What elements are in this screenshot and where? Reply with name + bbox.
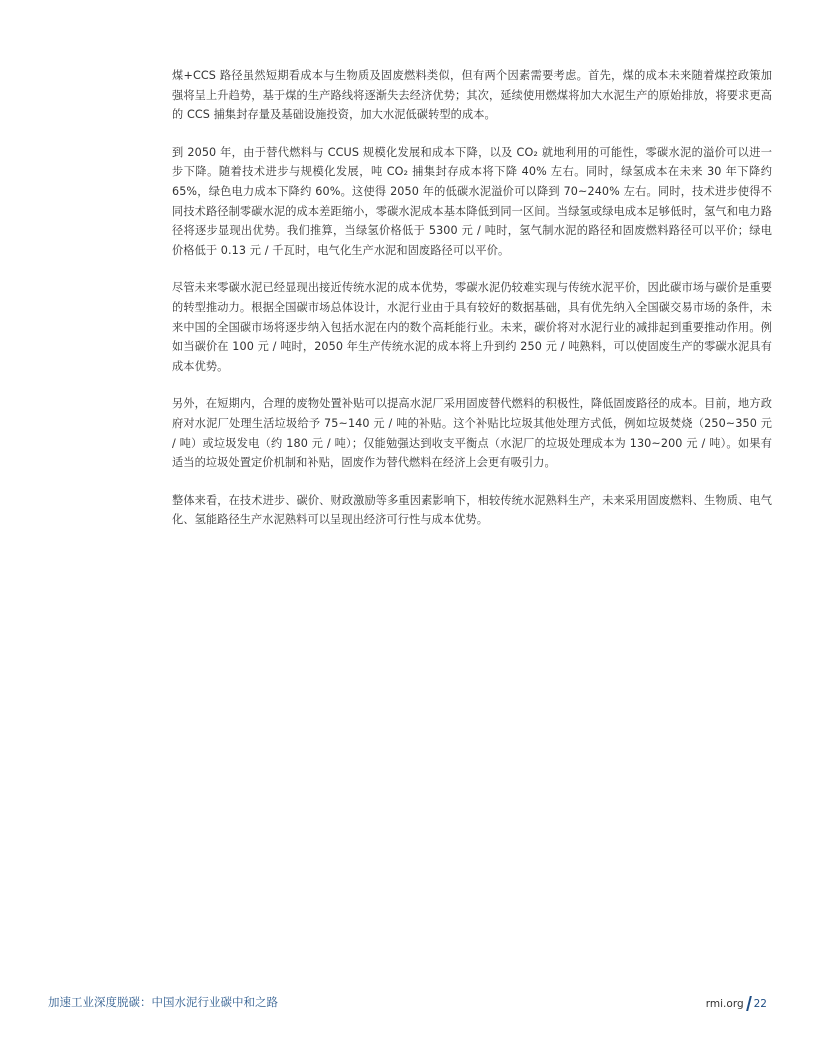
paragraph-coal-ccs: 煤+CCS 路径虽然短期看成本与生物质及固废燃料类似，但有两个因素需要考虑。首先，煤的成本未来随着煤控政策加强将呈上升趋势，基于煤的生产路线将逐渐失去经济优势；其次，延续使用燃煤将加大水泥生产的原始排放，将要求更高的 CCS 捕集封存量及基础设施投资，加大水泥低碳转型的成本。: [172, 69, 772, 122]
slash-divider: [746, 996, 752, 1011]
footer-site[interactable]: rmi.org: [705, 997, 744, 1010]
paragraph-waste-subsidy: 另外，在短期内，合理的废物处置补贴可以提高水泥厂采用固废替代燃料的积极性，降低固废路径的成本。目前，地方政府对水泥厂处理生活垃圾给予 75~140 元 / 吨的补贴。这个补贴比垃圾其他处理方式低，例如垃圾焚烧（250~350 元 / 吨）或垃圾发电（约 180 元 / 吨）；仅能勉强达到收支平衡点（水泥厂的垃圾处理成本为 130~200 元 / 吨）。如果有适当的垃圾处置定价机制和补贴，固废作为替代燃料在经济上会更有吸引力。: [172, 397, 772, 470]
paragraph-summary: 整体来看，在技术进步、碳价、财政激励等多重因素影响下，相较传统水泥熟料生产，未来采用固废燃料、生物质、电气化、氢能路径生产水泥熟料可以呈现出经济可行性与成本优势。: [172, 493, 772, 527]
footer-page-info: [706, 996, 767, 1011]
main-content: [172, 66, 772, 548]
footer-report-title: 加速工业深度脱碳：中国水泥行业碳中和之路: [48, 995, 278, 1009]
paragraph-2050-outlook: 到 2050 年，由于替代燃料与 CCUS 规模化发展和成本下降，以及 CO₂ 就地利用的可能性，零碳水泥的溢价可以进一步下降。随着技术进步与规模化发展，吨 CO₂ 捕集封存成本将下降 40% 左右。同时，绿氢成本在未来 30 年下降约 65%，绿色电力成本下降约 60%。这使得 2050 年的低碳水泥溢价可以降到 70~240% 左右。同时，技术进步使得不同技术路径制零碳水泥的成本差距缩小，零碳水泥成本基本降低到同一区间。当绿氢或绿电成本足够低时，氢气和电力路径将逐步显现出优势。我们推算，当绿氢价格低于 5300 元 / 吨时，氢气制水泥的路径和固废燃料路径可以平价；绿电价格低于 0.13 元 / 千瓦时，电气化生产水泥和固废路径可以平价。: [172, 145, 772, 257]
paragraph-carbon-market: 尽管未来零碳水泥已经显现出接近传统水泥的成本优势，零碳水泥仍较难实现与传统水泥平价，因此碳市场与碳价是重要的转型推动力。根据全国碳市场总体设计，水泥行业由于具有较好的数据基础，具有优先纳入全国碳交易市场的条件，未来中国的全国碳市场将逐步纳入包括水泥在内的数个高耗能行业。未来，碳价将对水泥行业的减排起到重要推动作用。例如当碳价在 100 元 / 吨时，2050 年生产传统水泥的成本将上升到约 250 元 / 吨熟料，可以使固废生产的零碳水泥具有成本优势。: [172, 281, 772, 373]
page-number: 22: [753, 997, 767, 1010]
